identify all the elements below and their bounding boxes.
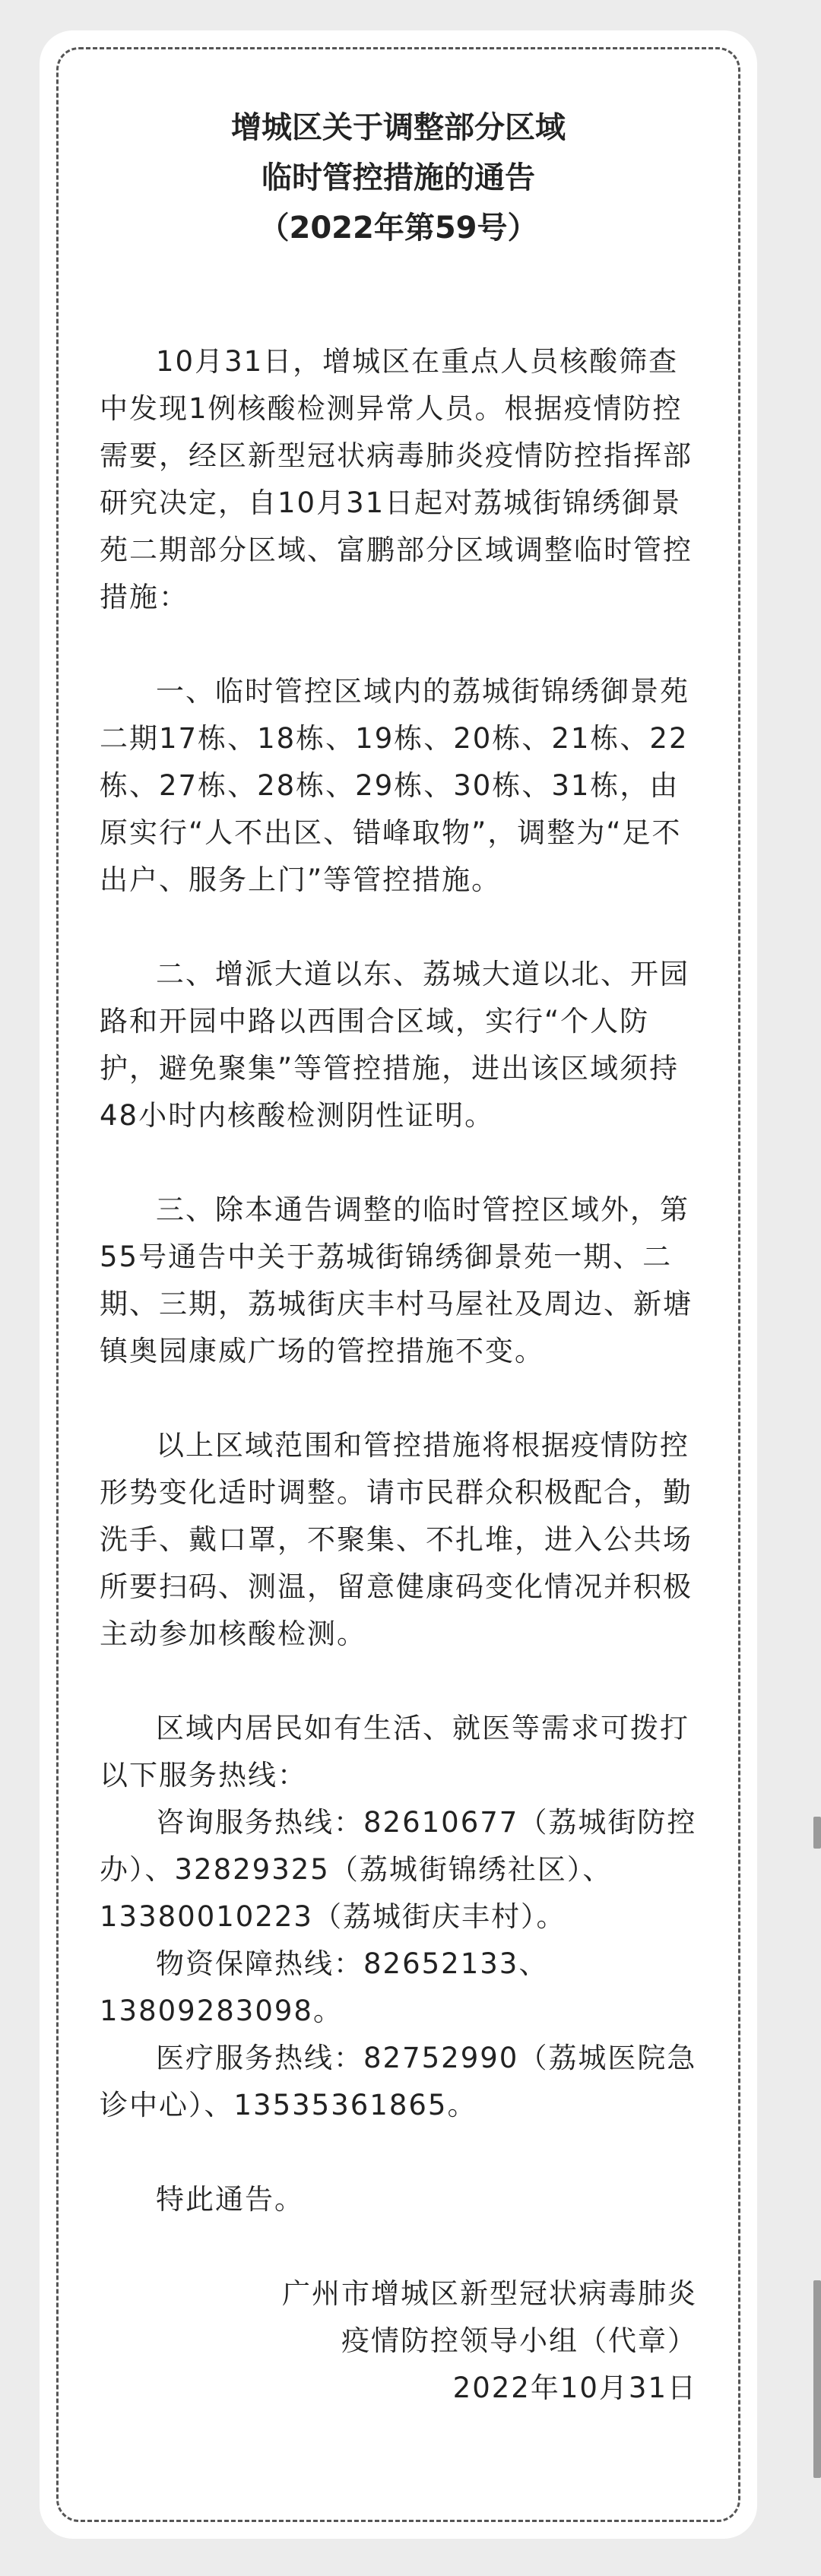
hotline-consult: 咨询服务热线：82610677（荔城街防控办）、32829325（荔城街锦绣社区）、13380010223（荔城街庆丰村）。	[100, 1806, 697, 1933]
notice-title	[100, 103, 697, 253]
hotline-supply: 物资保障热线：82652133、13809283098。	[100, 1947, 549, 2027]
side-scroll-tab-lower	[813, 2280, 821, 2478]
hotline-section	[100, 1705, 697, 2129]
paragraph-item-1: 一、临时管控区域内的荔城街锦绣御景苑二期17栋、18栋、19栋、20栋、21栋、22栋、27栋、28栋、29栋、30栋、31栋，由原实行“人不出区、错峰取物”，调整为“足不出户、服务上门”等管控措施。	[100, 675, 689, 896]
notice-body	[100, 338, 697, 2412]
notice-card	[40, 30, 757, 2539]
signature-org-line-2: 疫情防控领导小组（代章）	[341, 2324, 697, 2357]
paragraph-adjustment: 以上区域范围和管控措施将根据疫情防控形势变化适时调整。请市民群众积极配合，勤洗手、戴口罩，不聚集、不扎堆，进入公共场所要扫码、测温，留意健康码变化情况并积极主动参加核酸检测。	[100, 1429, 693, 1650]
signature-org-line-1: 广州市增城区新型冠状病毒肺炎	[282, 2277, 697, 2310]
dashed-border-frame	[56, 47, 740, 2522]
title-line-3: （2022年第59号）	[258, 211, 538, 246]
paragraph-item-3: 三、除本通告调整的临时管控区域外，第55号通告中关于荔城街锦绣御景苑一期、二期、三期，荔城街庆丰村马屋社及周边、新塘镇奥园康威广场的管控措施不变。	[100, 1193, 693, 1367]
side-scroll-tab-upper	[813, 1817, 821, 1849]
paragraph-intro: 10月31日，增城区在重点人员核酸筛查中发现1例核酸检测异常人员。根据疫情防控需要，经区新型冠状病毒肺炎疫情防控指挥部研究决定，自10月31日起对荔城街锦绣御景苑二期部分区域、富鹏部分区域调整临时管控措施：	[100, 345, 693, 613]
hotline-intro: 区域内居民如有生活、就医等需求可拨打以下服务热线：	[100, 1712, 689, 1792]
paragraph-item-2: 二、增派大道以东、荔城大道以北、开园路和开园中路以西围合区域，实行“个人防护，避免聚集”等管控措施，进出该区域须持48小时内核酸检测阴性证明。	[100, 958, 689, 1132]
closing-statement: 特此通告。	[156, 2183, 304, 2216]
hotline-medical: 医疗服务热线：82752990（荔城医院急诊中心）、13535361865。	[100, 2042, 697, 2121]
title-line-2: 临时管控措施的通告	[262, 160, 535, 195]
signature-block	[100, 2270, 697, 2412]
title-line-1: 增城区关于调整部分区域	[231, 110, 566, 145]
signature-date: 2022年10月31日	[452, 2372, 697, 2404]
